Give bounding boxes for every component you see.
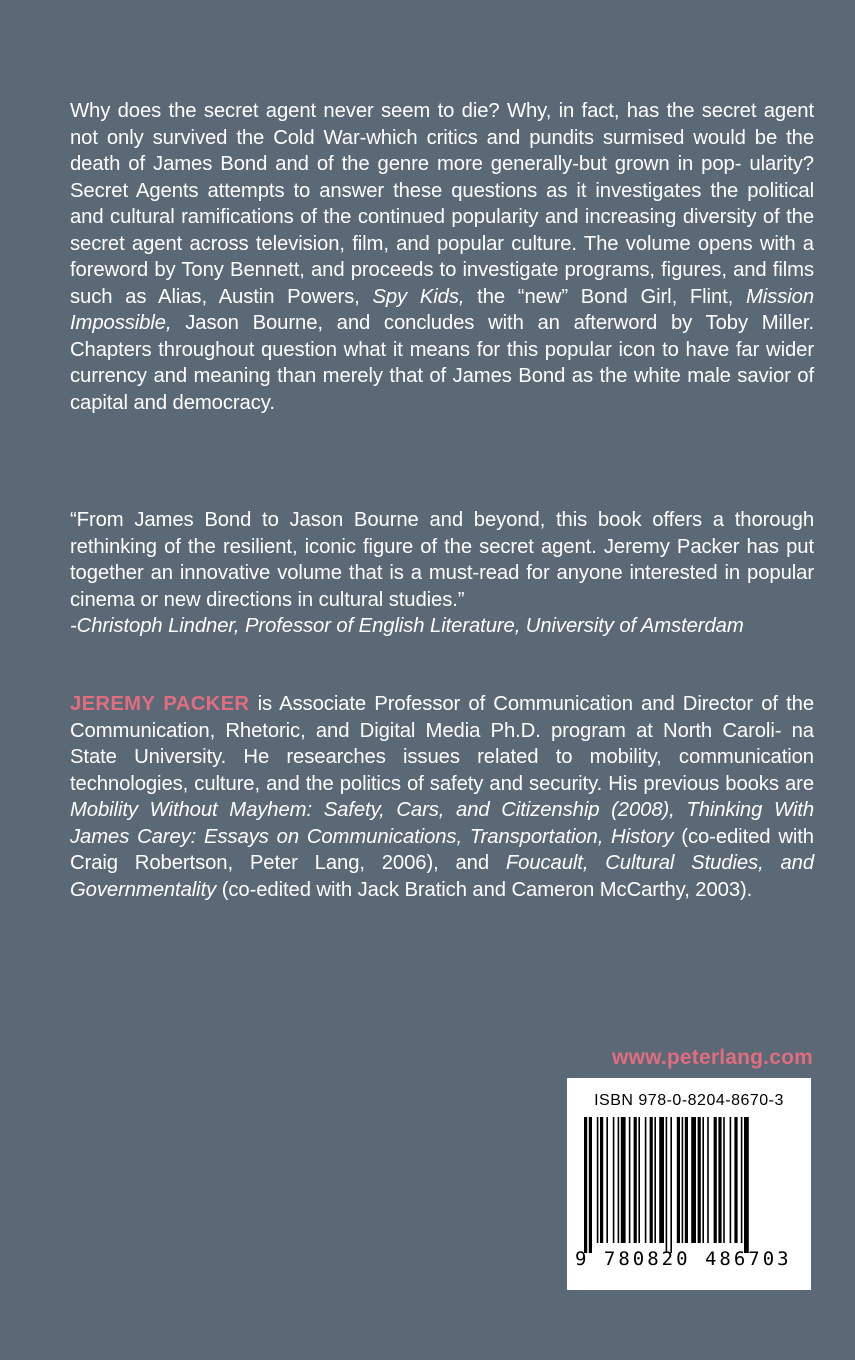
barcode-bar bbox=[682, 1117, 684, 1243]
bio-text-2: (co-edited with Craig Robertson, Peter Lang, 2006), and bbox=[70, 825, 814, 874]
barcode-bar bbox=[734, 1117, 737, 1243]
barcode-bar bbox=[707, 1117, 709, 1243]
author-bio bbox=[70, 691, 814, 903]
barcode-bar bbox=[597, 1117, 599, 1243]
barcode-bar bbox=[606, 1117, 608, 1243]
bio-text-3: (co-edited with Jack Bratich and Cameron McCarthy, 2003). bbox=[216, 878, 753, 901]
barcode-bar bbox=[741, 1117, 743, 1243]
barcode-bar bbox=[618, 1117, 620, 1243]
description-text: Why does the secret agent never seem to die? Why, in fact, has the secret agent not only survived the Cold War-which critics and pundits surmised would be the death of James Bond and of the genre more generally-but grown in pop- ularity? Secret Agents attempts to answer these questions as it investigates the political and cultural ramifications of the continued popularity and increasing diversity of the secret agent across television, film, and popular culture. The volume opens with a foreword by Tony Bennett, and proceeds to investigate programs, figures, and films such as Alias, Austin Powers, bbox=[70, 100, 814, 308]
barcode-icon bbox=[584, 1117, 794, 1253]
quote-text: “From James Bond to Jason Bourne and beyond, this book offers a thorough rethinking of the resilient, iconic figure of the secret agent. Jeremy Packer has put together an innovative volume that is a must-read for anyone interested in popular cinema or new directions in cultural studies.” bbox=[70, 509, 814, 611]
barcode-bar bbox=[629, 1117, 631, 1243]
description-text-mid: the “new” Bond Girl, Flint, bbox=[464, 285, 746, 308]
barcode-bar bbox=[723, 1117, 725, 1243]
barcode-bar bbox=[659, 1117, 664, 1243]
barcode-bar bbox=[666, 1117, 668, 1253]
barcode-bar bbox=[634, 1117, 637, 1243]
isbn-barcode bbox=[567, 1078, 811, 1290]
barcode-bar bbox=[600, 1117, 603, 1243]
barcode-bar bbox=[650, 1117, 653, 1243]
barcode-bar bbox=[621, 1117, 626, 1243]
barcode-bar bbox=[654, 1117, 656, 1243]
description-title-spy-kids: Spy Kids, bbox=[372, 285, 465, 308]
publisher-website: www.peterlang.com bbox=[612, 1046, 813, 1069]
barcode-bar bbox=[718, 1117, 721, 1243]
endorsement-quote bbox=[70, 507, 814, 640]
barcode-bar bbox=[702, 1117, 704, 1243]
barcode-bar bbox=[685, 1117, 688, 1243]
book-description bbox=[70, 98, 814, 416]
barcode-bar bbox=[698, 1117, 701, 1243]
bio-books-italic: Mobility Without Mayhem: Safety, Cars, and Citizenship (2008), Thinking With James Carey: Essays on Communications, Transportation, History bbox=[70, 799, 814, 848]
barcode-bar bbox=[613, 1117, 615, 1243]
barcode-bar bbox=[638, 1117, 640, 1243]
barcode-bar bbox=[670, 1117, 672, 1253]
barcode-bar bbox=[744, 1117, 749, 1253]
barcode-bar bbox=[730, 1117, 732, 1243]
bio-book-foucault: Foucault, Cultural Studies, and Governmentality bbox=[70, 852, 814, 901]
barcode-bar bbox=[645, 1117, 647, 1243]
author-name: JEREMY PACKER bbox=[70, 693, 250, 715]
description-text-tail: Jason Bourne, and concludes with an afterword by Toby Miller. Chapters throughout question what it means for this popular icon to have far wider currency and meaning than merely that of James Bond as the white male savior of capital and democracy. bbox=[70, 312, 814, 414]
barcode-bar bbox=[584, 1117, 587, 1253]
bio-text: is Associate Professor of Communication and Director of the Communication, Rhetoric, and Digital Media Ph.D. program at North Caroli- na State University. He researches issues related to mobility, communication technologies, culture, and the politics of safety and security. His previous books are bbox=[70, 693, 814, 795]
description-title-mission-impossible: Mission Impossible, bbox=[70, 285, 814, 334]
quote-attribution: -Christoph Lindner, Professor of English Literature, University of Amsterdam bbox=[70, 615, 744, 637]
barcode-bar bbox=[589, 1117, 592, 1253]
barcode-bar bbox=[714, 1117, 717, 1243]
barcode-bar bbox=[691, 1117, 696, 1243]
isbn-label: ISBN 978-0-8204-8670-3 bbox=[594, 1092, 784, 1109]
barcode-digits: 9 780820 486703 bbox=[575, 1248, 792, 1270]
barcode-bar bbox=[677, 1117, 680, 1243]
